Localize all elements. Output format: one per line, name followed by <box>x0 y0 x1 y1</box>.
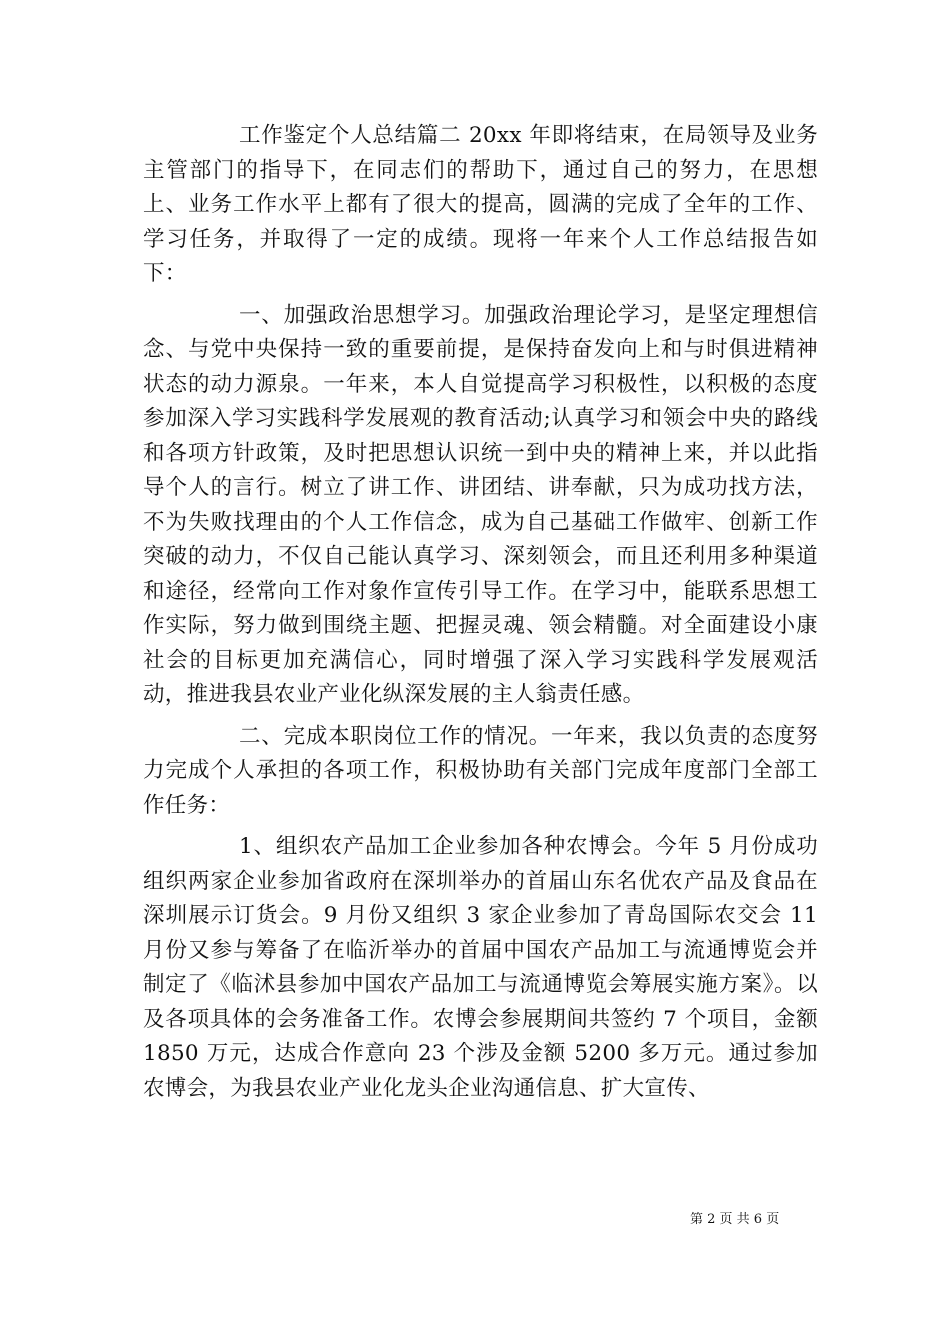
paragraph-intro: 工作鉴定个人总结篇二 20xx 年即将结束，在局领导及业务主管部门的指导下，在同志们的帮助下，通过自己的努力，在思想上、业务工作水平上都有了很大的提高，圆满的完成了全年的工作、学习任务，并取得了一定的成绩。现将一年来个人工作总结报告如下： <box>143 123 818 286</box>
paragraph-political-study: 一、加强政治思想学习。加强政治理论学习，是坚定理想信念、与党中央保持一致的重要前提，是保持奋发向上和与时俱进精神状态的动力源泉。一年来，本人自觉提高学习积极性，以积极的态度参加深入学习实践科学发展观的教育活动;认真学习和领会中央的路线和各项方针政策，及时把思想认识统一到中央的精神上来，并以此指导个人的言行。树立了讲工作、讲团结、讲奉献，只为成功找方法，不为失败找理由的个人工作信念，成为自己基础工作做牢、创新工作突破的动力，不仅自己能认真学习、深刻领会，而且还利用多种渠道和途径，经常向工作对象作宣传引导工作。在学习中，能联系思想工作实际，努力做到围绕主题、把握灵魂、领会精髓。对全面建设小康社会的目标更加充满信心，同时增强了深入学习实践科学发展观活动，推进我县农业产业化纵深发展的主人翁责任感。 <box>143 302 818 707</box>
paragraph-agri-expo: 1、组织农产品加工企业参加各种农博会。今年 5 月份成功组织两家企业参加省政府在深圳举办的首届山东名优农产品及食品在深圳展示订货会。9 月份又组织 3 家企业参加了青岛国际农交会 11 月份又参与筹备了在临沂举办的首届中国农产品加工与流通博览会并制定了《临沭县参加中国农产品加工与流通博览会筹展实施方案》。以及各项具体的会务准备工作。农博会参展期间共签约 7 个项目，金额 1850 万元，达成合作意向 23 个涉及金额 5200 多万元。通过参加农博会，为我县农业产业化龙头企业沟通信息、扩大宣传、 <box>143 834 818 1101</box>
paragraph-job-duties: 二、完成本职岗位工作的情况。一年来，我以负责的态度努力完成个人承担的各项工作，积极协助有关部门完成年度部门全部工作任务： <box>143 723 818 818</box>
document-body <box>143 119 818 1113</box>
page-number-footer: 第 2 页 共 6 页 <box>690 1212 780 1227</box>
